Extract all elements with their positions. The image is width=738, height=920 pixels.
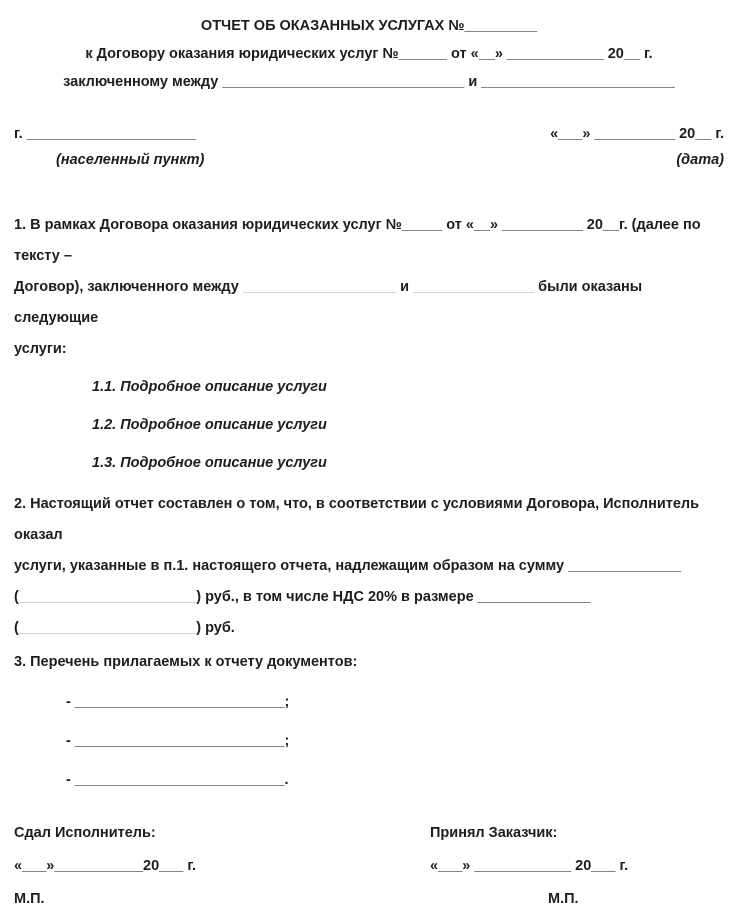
customer-signature-column — [430, 822, 724, 910]
party1-blank: ______________________________ — [222, 74, 465, 90]
parties-prefix: заключенному между — [63, 74, 223, 90]
executor-date-line: «___»___________20___ г. — [14, 858, 196, 874]
section2-line3 — [14, 582, 724, 613]
executor-seal-label: М.П. — [14, 891, 45, 907]
customer-date-line: «___» ____________ 20___ г. — [430, 858, 629, 874]
parties-conjunction: и — [464, 74, 482, 90]
section1-party1-blank: ___________________ — [242, 279, 397, 295]
section2-line1: 2. Настоящий отчет составлен о том, что, в соответствии с условиями Договора, Исполнитель оказал — [14, 496, 700, 543]
section2-paren-open: ( — [14, 589, 19, 605]
service-item: 1.2. Подробное описание услуги — [92, 417, 327, 433]
city-caption: (населенный пункт) — [56, 152, 205, 168]
header-parties-line — [14, 68, 724, 96]
place-date-row — [14, 122, 724, 146]
header-contract-line: к Договору оказания юридических услуг №______ от «__» ____________ 20__ г. — [85, 46, 653, 62]
section1-line2-text: Договор), заключенного между — [14, 279, 243, 295]
service-item: 1.1. Подробное описание услуги — [92, 379, 327, 395]
section-2 — [14, 489, 724, 644]
section-3-heading: 3. Перечень прилагаемых к отчету документов: — [14, 654, 358, 670]
page-title: ОТЧЕТ ОБ ОКАЗАННЫХ УСЛУГАХ №_________ — [200, 18, 538, 34]
section2-line2: услуги, указанные в п.1. настоящего отчета, надлежащим образом на сумму ______________ — [14, 558, 681, 574]
section1-line2 — [14, 272, 724, 334]
section2-amount-words-blank: ______________________ — [18, 589, 197, 605]
customer-role-label: Принял Заказчик: — [430, 825, 558, 841]
executor-role-label: Сдал Исполнитель: — [14, 825, 156, 841]
party2-blank: ________________________ — [481, 74, 675, 90]
section1-conjunction: и — [396, 279, 414, 295]
section-1 — [14, 210, 724, 365]
document-blank-item: - __________________________. — [66, 772, 289, 788]
date-blank-line: «___» __________ 20__ г. — [550, 126, 724, 142]
section2-line4-tail: ) руб. — [196, 620, 235, 636]
service-item: 1.3. Подробное описание услуги — [92, 455, 327, 471]
section1-party2-blank: _______________ — [413, 279, 535, 295]
services-list — [14, 375, 724, 475]
captions-row — [14, 148, 724, 172]
documents-list — [14, 690, 724, 792]
section1-line3: услуги: — [14, 341, 67, 357]
section2-line3-tail: ) руб., в том числе НДС 20% в размере ______________ — [196, 589, 591, 605]
customer-seal-label: М.П. — [548, 891, 579, 907]
section2-vat-words-blank: ______________________ — [18, 620, 197, 636]
signatures-block — [14, 822, 724, 910]
section1-line1: 1. В рамках Договора оказания юридических услуг №_____ от «__» __________ 20__г. (далее по тексту – — [14, 217, 701, 264]
section2-line4 — [14, 613, 724, 644]
document-blank-item: - __________________________; — [66, 733, 290, 749]
executor-signature-column — [14, 822, 430, 910]
city-blank-line: г. _____________________ — [14, 126, 196, 142]
section1-line2-tail: были оказаны следующие — [14, 279, 643, 326]
document-blank-item: - __________________________; — [66, 694, 290, 710]
section2-paren-open-2: ( — [14, 620, 19, 636]
date-caption: (дата) — [676, 152, 724, 168]
